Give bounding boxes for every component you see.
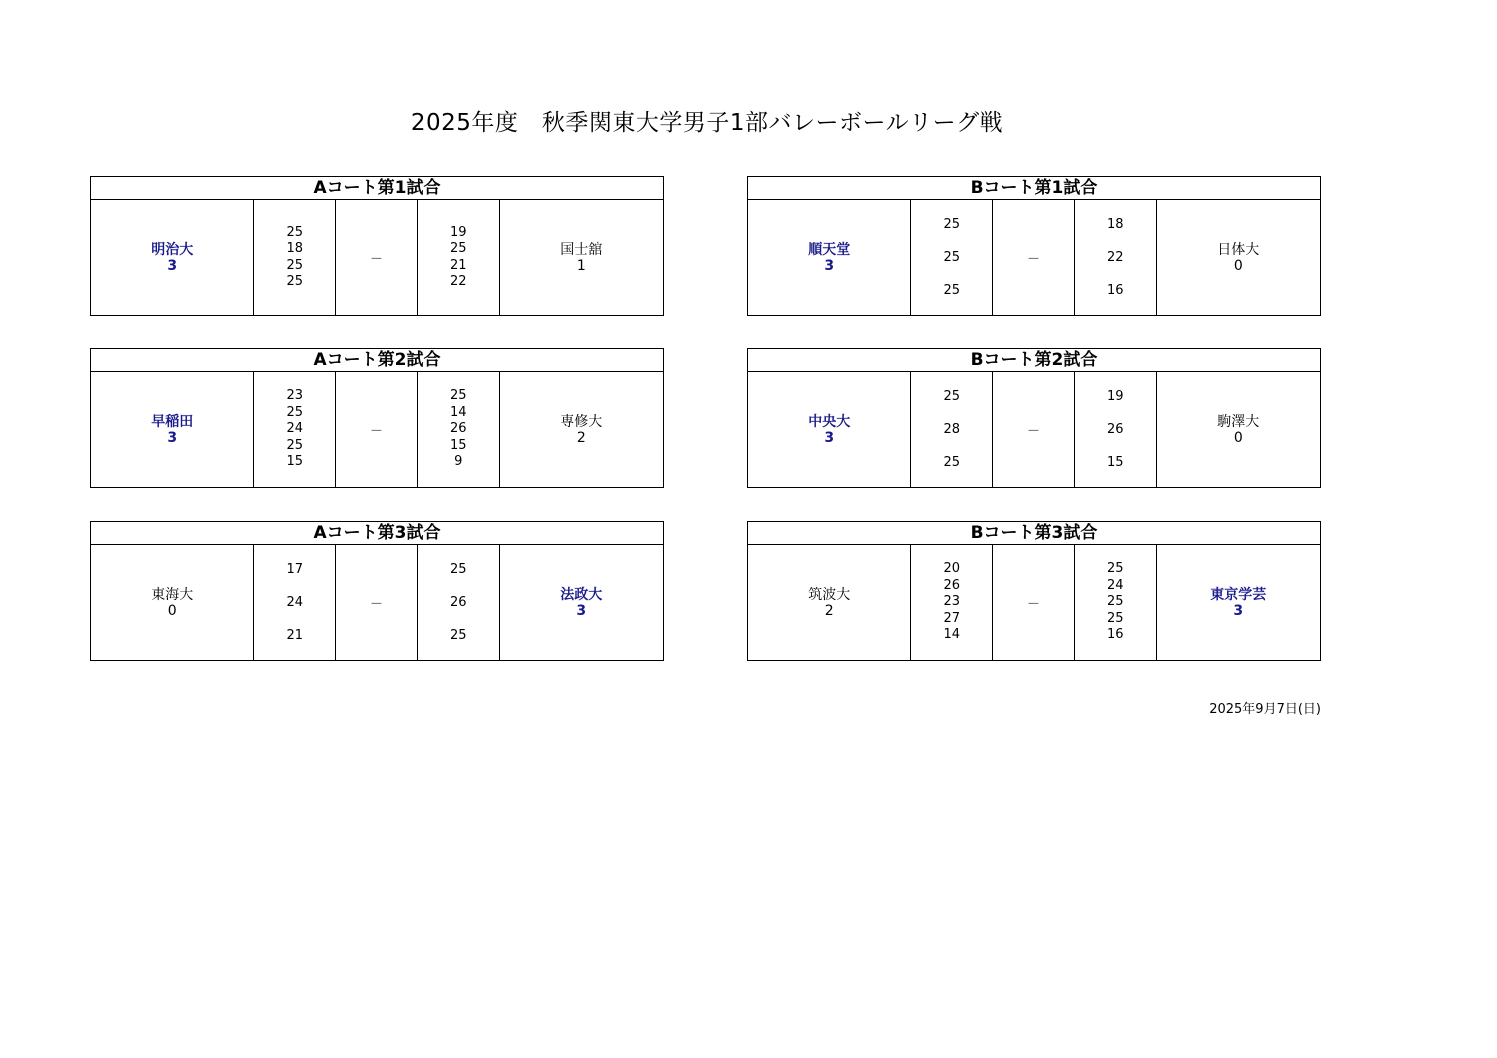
set-score: 20 [943,561,961,577]
set-score: 25 [449,241,467,256]
set-score: 9 [454,454,463,470]
sets-won: 3 [576,602,587,619]
set-score: 26 [943,577,961,593]
home-scores-column [911,200,993,315]
team-name: 駒澤大 [1217,413,1260,430]
away-team-cell [1157,545,1320,660]
away-team-cell [500,545,663,660]
sets-won: 3 [1233,602,1244,619]
set-score: 25 [286,224,304,240]
home-team-cell [748,372,911,487]
set-score: 21 [286,628,304,643]
home-team-cell [748,545,911,660]
match-court-header: Bコート第1試合 [748,177,1320,200]
score-separator: － [336,200,418,315]
set-score: 25 [449,628,467,643]
set-score: 15 [449,437,467,453]
match-date: 2025年9月7日(日) [1209,702,1321,717]
set-score: 18 [1106,217,1124,232]
set-score: 21 [449,257,467,273]
set-score: 17 [286,562,304,577]
match-table [747,521,1321,661]
home-team-cell [91,200,254,315]
score-separator: － [336,372,418,487]
set-score: 28 [943,422,961,437]
set-score: 25 [943,455,961,470]
away-scores-column [1075,200,1157,315]
set-score: 25 [943,389,961,404]
match-court-header: Bコート第3試合 [748,522,1320,545]
team-name: 国士舘 [560,241,603,258]
home-scores-column [254,200,336,315]
set-score: 25 [1106,594,1124,610]
set-score: 25 [449,388,467,404]
sets-won: 2 [576,429,586,446]
match-table [90,521,664,661]
set-score: 24 [1106,577,1124,593]
team-name: 法政大 [560,586,603,603]
sets-won: 3 [167,429,178,446]
away-scores-column [418,200,500,315]
set-score: 25 [286,437,304,453]
set-score: 26 [1106,422,1124,437]
score-separator: － [993,545,1075,660]
home-team-cell [748,200,911,315]
set-score: 19 [1106,389,1124,404]
set-score: 16 [1106,283,1124,298]
set-score: 26 [449,421,467,437]
home-team-cell [91,545,254,660]
team-name: 中央大 [808,413,851,430]
team-name: 早稲田 [151,413,194,430]
set-score: 26 [449,595,467,610]
home-team-cell [91,372,254,487]
away-team-cell [500,372,663,487]
sets-won: 0 [1233,429,1243,446]
match-court-header: Aコート第2試合 [91,349,663,372]
sets-won: 0 [1233,257,1243,274]
home-scores-column [911,545,993,660]
set-score: 14 [449,404,467,420]
match-court-header: Aコート第1試合 [91,177,663,200]
set-score: 25 [449,562,467,577]
set-score: 24 [286,595,304,610]
set-score: 23 [286,388,304,404]
home-scores-column [254,545,336,660]
team-name: 専修大 [560,413,603,430]
set-score: 15 [1106,455,1124,470]
away-scores-column [418,545,500,660]
team-name: 東海大 [151,586,194,603]
match-table [747,348,1321,488]
set-score: 23 [943,594,961,610]
match-table [747,176,1321,316]
team-name: 東京学芸 [1210,586,1267,603]
set-score: 25 [286,257,304,273]
set-score: 25 [286,274,304,289]
sets-won: 1 [576,257,586,274]
set-score: 25 [1106,561,1124,577]
set-score: 25 [1106,610,1124,626]
set-score: 22 [449,274,467,289]
match-court-header: Aコート第3試合 [91,522,663,545]
set-score: 14 [943,627,961,643]
set-score: 27 [943,610,961,626]
sets-won: 2 [824,602,834,619]
set-score: 15 [286,454,304,470]
team-name: 日体大 [1217,241,1260,258]
set-score: 25 [943,250,961,265]
set-score: 24 [286,421,304,437]
sets-won: 0 [167,602,177,619]
sets-won: 3 [824,257,835,274]
team-name: 筑波大 [808,586,851,603]
set-score: 25 [286,404,304,420]
set-score: 25 [943,217,961,232]
away-scores-column [1075,545,1157,660]
away-team-cell [1157,372,1320,487]
page-title: 2025年度 秋季関東大学男子1部バレーボールリーグ戦 [410,110,1004,136]
team-name: 明治大 [151,241,194,258]
home-scores-column [254,372,336,487]
match-table [90,176,664,316]
away-scores-column [418,372,500,487]
match-court-header: Bコート第2試合 [748,349,1320,372]
away-team-cell [500,200,663,315]
score-separator: － [993,200,1075,315]
match-table [90,348,664,488]
set-score: 22 [1106,250,1124,265]
home-scores-column [911,372,993,487]
set-score: 18 [286,241,304,256]
away-scores-column [1075,372,1157,487]
set-score: 25 [943,283,961,298]
set-score: 19 [449,224,467,240]
sets-won: 3 [167,257,178,274]
score-separator: － [993,372,1075,487]
sets-won: 3 [824,429,835,446]
away-team-cell [1157,200,1320,315]
team-name: 順天堂 [808,241,851,258]
set-score: 16 [1106,627,1124,643]
score-separator: － [336,545,418,660]
